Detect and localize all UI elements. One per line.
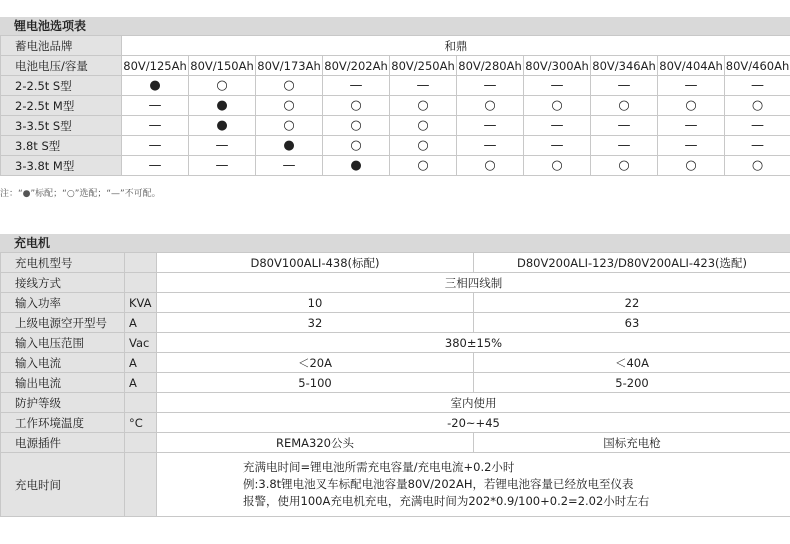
availability-cell: ○ (725, 96, 790, 116)
charger-row-unit (125, 253, 157, 273)
spec-label: 电池电压/容量 (1, 56, 122, 76)
charger-merged-value: 380±15% (157, 333, 790, 353)
availability-cell: ○ (256, 96, 323, 116)
availability-cell: ○ (256, 76, 323, 96)
availability-cell: — (524, 136, 591, 156)
charger-row (1, 433, 790, 453)
charger-row-label: 输出电流 (1, 373, 125, 393)
charger-row-label: 输入电流 (1, 353, 125, 373)
brand-value: 和鼎 (122, 36, 790, 56)
spec-header: 80V/346Ah (591, 56, 658, 76)
battery-row-label: 3.8t S型 (1, 136, 122, 156)
availability-cell: ○ (524, 96, 591, 116)
battery-row-label: 2-2.5t M型 (1, 96, 122, 116)
spec-header: 80V/250Ah (390, 56, 457, 76)
charge-time-line: 报警，使用100A充电机充电，充满电时间为202*0.9/100+0.2=2.02小时左右 (243, 494, 650, 508)
availability-cell: — (122, 116, 189, 136)
charger-value-b: D80V200ALI-123/D80V200ALI-423(选配) (474, 253, 790, 273)
availability-cell: — (189, 156, 256, 176)
availability-cell: ○ (323, 116, 390, 136)
charger-value-b: 国标充电枪 (474, 433, 790, 453)
availability-cell: ○ (591, 96, 658, 116)
availability-cell: ● (323, 156, 390, 176)
availability-cell: — (658, 136, 725, 156)
availability-cell: — (122, 156, 189, 176)
availability-cell: — (457, 136, 524, 156)
charger-row (1, 253, 790, 273)
availability-cell: ○ (457, 96, 524, 116)
availability-cell: ○ (390, 156, 457, 176)
charger-row-label: 工作环境温度 (1, 413, 125, 433)
availability-cell: ○ (524, 156, 591, 176)
availability-cell: — (524, 76, 591, 96)
availability-cell: ○ (390, 116, 457, 136)
charger-section-title: 充电机 (0, 234, 790, 252)
availability-cell: ○ (725, 156, 790, 176)
charger-value-a: 10 (157, 293, 474, 313)
availability-cell: — (256, 156, 323, 176)
charger-value-a: D80V100ALI-438(标配) (157, 253, 474, 273)
charger-row-unit (125, 393, 157, 413)
charger-merged-value: 三相四线制 (157, 273, 790, 293)
charger-row (1, 393, 790, 413)
availability-cell: — (725, 76, 790, 96)
battery-row-label: 3-3.5t S型 (1, 116, 122, 136)
battery-row (1, 116, 790, 136)
availability-cell: ○ (390, 136, 457, 156)
charger-row-unit (125, 433, 157, 453)
availability-cell: — (122, 136, 189, 156)
spec-header: 80V/280Ah (457, 56, 524, 76)
availability-cell: — (591, 116, 658, 136)
spec-header: 80V/404Ah (658, 56, 725, 76)
battery-section-title: 锂电池选项表 (0, 17, 790, 35)
charger-row (1, 333, 790, 353)
charger-row-label: 接线方式 (1, 273, 125, 293)
charger-row-unit: A (125, 353, 157, 373)
charger-row-unit: KVA (125, 293, 157, 313)
charger-row (1, 313, 790, 333)
availability-cell: — (457, 76, 524, 96)
charger-value-b: ＜40A (474, 353, 790, 373)
availability-cell: ○ (658, 96, 725, 116)
availability-cell: — (725, 116, 790, 136)
battery-row (1, 156, 790, 176)
charger-row (1, 353, 790, 373)
charger-value-a: 5-100 (157, 373, 474, 393)
availability-cell: — (658, 76, 725, 96)
charger-merged-value: 室内使用 (157, 393, 790, 413)
availability-cell: — (390, 76, 457, 96)
charge-time-line: 充满电时间=锂电池所需充电容量/充电电流+0.2小时 (243, 460, 515, 474)
spec-header: 80V/150Ah (189, 56, 256, 76)
spec-header: 80V/300Ah (524, 56, 591, 76)
charge-time-text (157, 453, 790, 517)
battery-row (1, 96, 790, 116)
charger-row (1, 273, 790, 293)
charger-row-label: 输入电压范围 (1, 333, 125, 353)
charger-row-label: 上级电源空开型号 (1, 313, 125, 333)
availability-cell: — (189, 136, 256, 156)
charger-table (0, 252, 790, 517)
charger-value-b: 22 (474, 293, 790, 313)
availability-cell: — (323, 76, 390, 96)
availability-cell: ○ (323, 136, 390, 156)
availability-cell: ○ (256, 116, 323, 136)
availability-cell: — (591, 76, 658, 96)
availability-cell: — (122, 96, 189, 116)
availability-cell: ● (256, 136, 323, 156)
battery-row-label: 3-3.8t M型 (1, 156, 122, 176)
charge-time-label: 充电时间 (1, 453, 125, 517)
availability-cell: — (591, 136, 658, 156)
charger-row-label: 充电机型号 (1, 253, 125, 273)
charger-row-label: 电源插件 (1, 433, 125, 453)
charger-row-label: 防护等级 (1, 393, 125, 413)
availability-cell: ● (189, 116, 256, 136)
charger-row-unit: Vac (125, 333, 157, 353)
availability-cell: ○ (189, 76, 256, 96)
charger-row (1, 373, 790, 393)
spec-header: 80V/173Ah (256, 56, 323, 76)
charger-row-label: 输入功率 (1, 293, 125, 313)
charge-time-unit (125, 453, 157, 517)
charger-merged-value: -20~+45 (157, 413, 790, 433)
brand-label: 蓄电池品牌 (1, 36, 122, 56)
charge-time-line: 例:3.8t锂电池叉车标配电池容量80V/202AH，若锂电池容量已经放电至仪表 (243, 477, 634, 491)
availability-cell: — (457, 116, 524, 136)
availability-cell: ● (122, 76, 189, 96)
charger-value-b: 5-200 (474, 373, 790, 393)
charger-row (1, 413, 790, 433)
charger-row-unit: A (125, 373, 157, 393)
battery-note: 注：“●”标配；“○”选配；“—”不可配。 (0, 189, 161, 199)
charger-row-unit: °C (125, 413, 157, 433)
availability-cell: — (524, 116, 591, 136)
charger-value-a: ＜20A (157, 353, 474, 373)
availability-cell: — (725, 136, 790, 156)
availability-cell: — (658, 116, 725, 136)
charger-value-a: REMA320公头 (157, 433, 474, 453)
availability-cell: ○ (591, 156, 658, 176)
battery-row (1, 136, 790, 156)
availability-cell: ○ (323, 96, 390, 116)
charger-row-unit: A (125, 313, 157, 333)
battery-row-label: 2-2.5t S型 (1, 76, 122, 96)
availability-cell: ○ (457, 156, 524, 176)
spec-header: 80V/125Ah (122, 56, 189, 76)
spec-header: 80V/460Ah (725, 56, 790, 76)
availability-cell: ○ (658, 156, 725, 176)
battery-row (1, 76, 790, 96)
battery-table (0, 35, 790, 176)
spec-header: 80V/202Ah (323, 56, 390, 76)
availability-cell: ● (189, 96, 256, 116)
availability-cell: ○ (390, 96, 457, 116)
charger-value-a: 32 (157, 313, 474, 333)
charger-value-b: 63 (474, 313, 790, 333)
charger-row-unit (125, 273, 157, 293)
charger-row (1, 293, 790, 313)
